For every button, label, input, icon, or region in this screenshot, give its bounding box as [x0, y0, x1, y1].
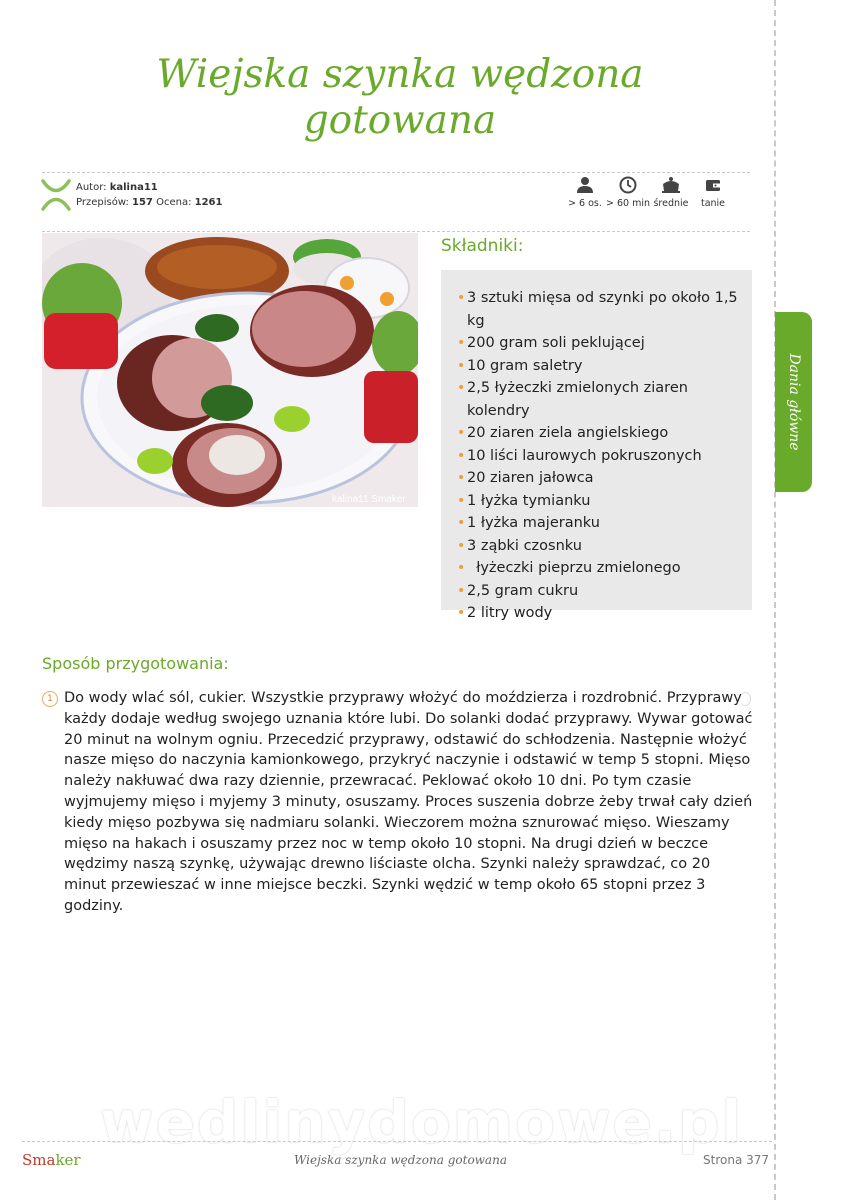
person-icon — [576, 176, 594, 194]
recipe-title-line1: Wiejska szynka wędzona — [156, 52, 644, 97]
recipe-title — [60, 52, 740, 144]
smaker-logo — [22, 1151, 81, 1169]
recipe-stats — [562, 176, 742, 216]
ingredient-item: • 2,5 łyżeczki zmielonych ziaren kolendry — [457, 377, 752, 422]
stat-cost — [690, 176, 736, 209]
ingredient-item: • 20 ziaren jałowca — [457, 467, 752, 490]
stat-servings — [562, 176, 608, 209]
ingredients-box — [441, 270, 752, 621]
stat-time-label: > 60 min — [605, 198, 650, 209]
ingredient-item: • 10 gram saletry — [457, 355, 752, 378]
ingredient-item: • 2,5 gram cukru — [457, 580, 752, 603]
footer-divider — [22, 1141, 772, 1142]
rating-value: 1261 — [194, 197, 223, 208]
photo-watermark: kalina11 Smaker — [332, 494, 406, 505]
wallet-icon — [704, 176, 722, 194]
logo-part2: ker — [55, 1151, 81, 1169]
footer-recipe-title: Wiejska szynka wędzona gotowana — [294, 1153, 507, 1167]
step-text: Do wody wlać sól, cukier. Wszystkie przyprawy włożyć do moździerza i rozdrobnić. Przyprawy każdy dodaje według swojego uznania które lubi. Do solanki dodać przyprawy. Wywar gotować 20 minut na wolnym ogniu. Przecedzić przyprawy, odstawić do schłodzenia. Następnie włożyć nasze mięso do naczynia kamionkowego, przykryć naczynie i odstawić w temp 5 stopni. Mięso należy nakłuwać dwa razy dziennie, przewracać. Peklować około 10 dni. Po tym czasie wyjmujemy mięso i myjemy 3 minuty, osuszamy. Proces suszenia dobrze żeby trwał cały dzień kiedy mięso pozbywa się nadmiaru solanki. Wieczorem można sznurować mięso. Wieszamy mięso na hakach i osuszamy przez noc w temp około 10 stopni. Na drugi dzień w beczce wędzimy naszą szynkę, używając drewno liściaste olcha. Szynki należy sprawdzać, co 20 minut przewieszać w inne miejsce beczki. Szynki wędzić w temp około 65 stopni przez 3 godziny. — [64, 690, 753, 914]
meta-divider-top — [42, 172, 750, 173]
recipe-title-line2: gotowana — [303, 98, 497, 143]
stat-difficulty-label: średnie — [653, 198, 689, 209]
stat-time — [605, 176, 651, 209]
ingredient-item: • 1 łyżka majeranku — [457, 512, 752, 535]
clock-icon — [619, 176, 637, 194]
meta-divider-bottom — [42, 231, 750, 232]
category-side-tab[interactable] — [775, 312, 812, 492]
ingredient-item: • 3 sztuki mięsa od szynki po około 1,5 kg — [457, 287, 752, 332]
ingredient-item: • 2 litry wody — [457, 602, 752, 625]
ingredient-item: • 20 ziaren ziela angielskiego — [457, 422, 752, 445]
recipes-count: 157 — [132, 197, 153, 208]
step-number-badge: 1 — [42, 691, 58, 707]
rating-label: Ocena: — [156, 197, 192, 208]
preparation-title: Sposób przygotowania: — [42, 654, 229, 673]
stat-difficulty — [648, 176, 694, 209]
ingredient-item: • 1 łyżka tymianku — [457, 490, 752, 513]
author-logo-icon — [40, 178, 72, 212]
stat-servings-label: > 6 os. — [568, 198, 602, 209]
ingredient-item: • 10 liści laurowych pokruszonych — [457, 445, 752, 468]
category-side-tab-label: Dania główne — [785, 353, 802, 451]
stat-cost-label: tanie — [700, 198, 726, 209]
ingredient-item: • 3 ząbki czosnku — [457, 535, 752, 558]
author-label: Autor: — [76, 182, 107, 193]
author-name[interactable]: kalina11 — [109, 182, 158, 193]
author-info — [76, 180, 222, 210]
pot-icon — [661, 176, 681, 194]
page-edge-dashed-line — [774, 0, 776, 1200]
recipes-label: Przepisów: — [76, 197, 129, 208]
site-watermark: wedlinydomowe.pl — [100, 1088, 744, 1156]
ingredients-list — [441, 270, 752, 625]
ingredient-item: • łyżeczki pieprzu zmielonego — [457, 557, 752, 580]
recipe-photo — [42, 233, 418, 507]
ingredient-item: • 200 gram soli peklującej — [457, 332, 752, 355]
footer-page-number: Strona 377 — [703, 1153, 770, 1167]
logo-part1: Sma — [22, 1151, 56, 1169]
ingredients-title: Składniki: — [441, 236, 524, 256]
